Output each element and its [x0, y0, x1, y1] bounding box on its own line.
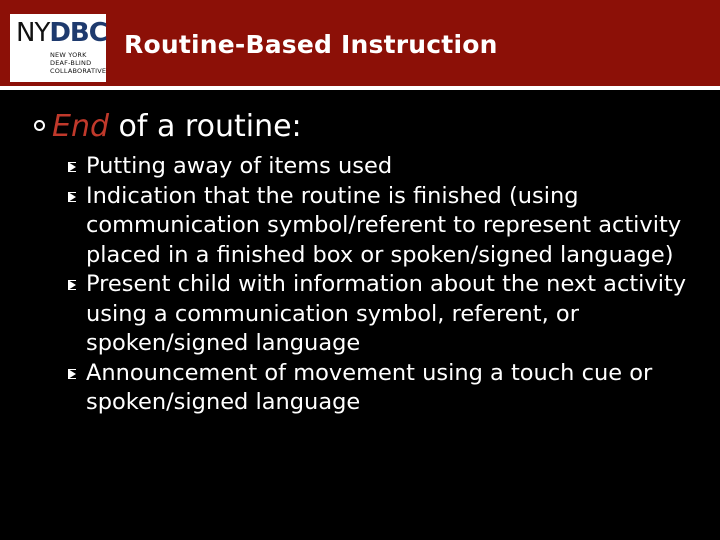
heading-bullet — [34, 108, 694, 146]
title-bar — [0, 0, 720, 86]
logo-subtitle — [50, 51, 107, 75]
circle-bullet-icon — [34, 120, 45, 131]
arrow-bullet-icon — [68, 162, 76, 172]
slide-body — [34, 108, 694, 418]
heading-emphasis: End — [52, 109, 110, 144]
list-item — [34, 182, 694, 271]
logo-sub-line: COLLABORATIVE — [50, 67, 107, 75]
list-item — [34, 359, 694, 418]
list-item-text: Present child with information about the next activity using a communication symbol, referent, or spoken/signed language — [86, 271, 687, 356]
arrow-bullet-icon — [68, 369, 76, 379]
logo-sub-line: NEW YORK — [50, 51, 87, 59]
list-item — [34, 270, 694, 359]
logo-sub-line: DEAF-BLIND — [50, 59, 92, 67]
list-item-text: Putting away of items used — [86, 153, 393, 179]
bullet-list — [34, 152, 694, 418]
list-item-text: Announcement of movement using a touch cue or spoken/signed language — [86, 359, 653, 415]
nydbc-logo — [10, 14, 106, 82]
logo-wordmark — [16, 18, 107, 48]
logo-dbc: DBC — [49, 18, 107, 48]
list-item-text: Indication that the routine is finished (using communication symbol/referent to represent activity placed in a finished box or spoken/signed language) — [86, 182, 682, 268]
arrow-bullet-icon — [68, 192, 76, 202]
arrow-bullet-icon — [68, 280, 76, 290]
logo-ny: NY — [16, 18, 50, 48]
title-divider — [0, 86, 720, 90]
heading-text: of a routine: — [109, 109, 302, 144]
list-item — [34, 152, 694, 182]
slide-title: Routine-Based Instruction — [124, 30, 498, 59]
